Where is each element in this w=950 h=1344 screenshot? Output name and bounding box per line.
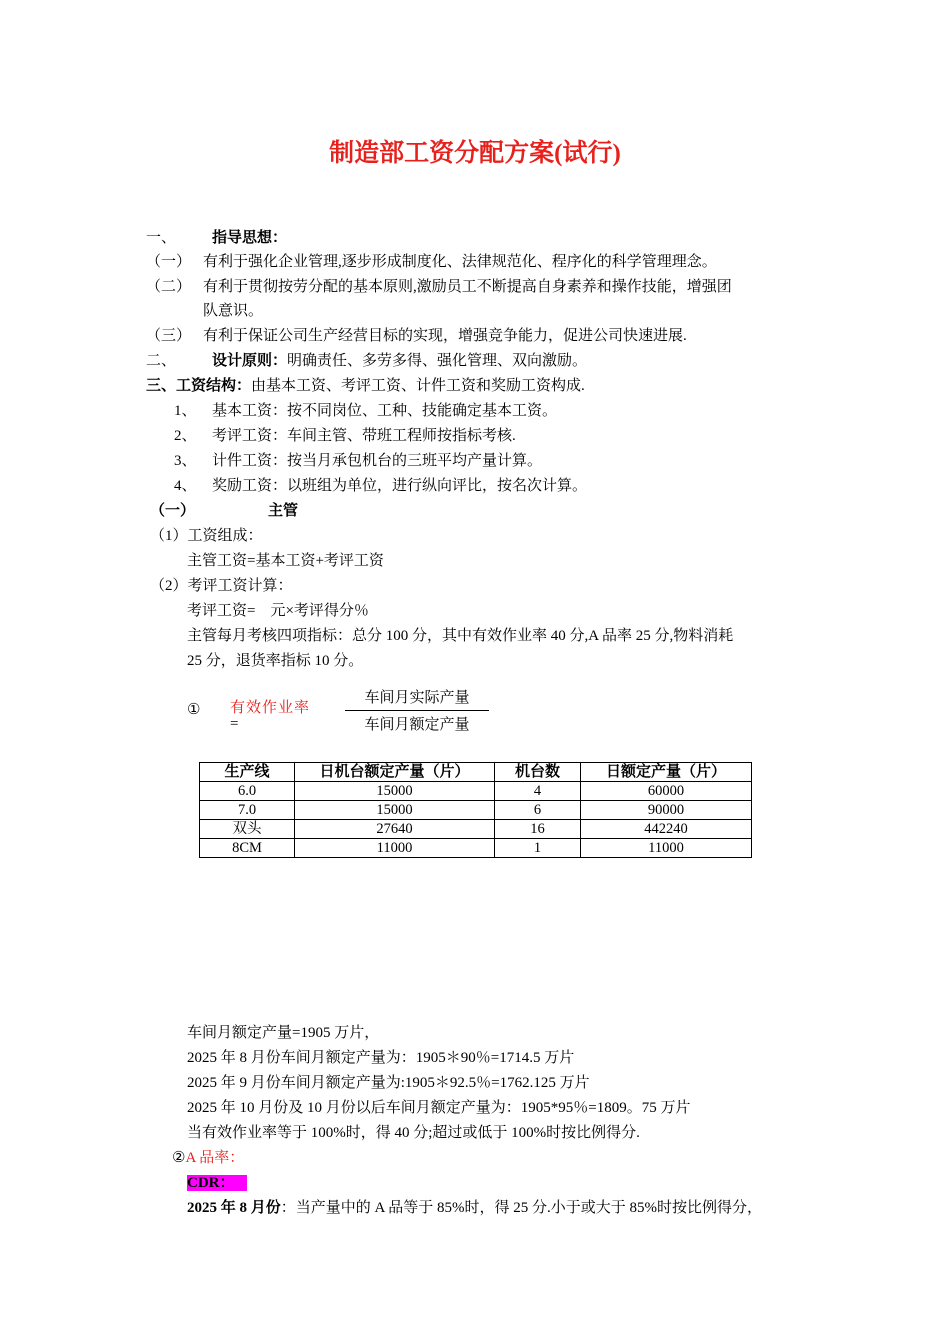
calc-line-2: 2025 年 8 月份车间月额定产量为：1905＊90％=1714.5 万片 bbox=[187, 1050, 575, 1066]
section-2-heading: 设计原则： bbox=[212, 353, 288, 369]
s1-item-2-number: （二） bbox=[146, 279, 192, 295]
section-2-text: 明确责任、多劳多得、强化管理、双向激励。 bbox=[287, 353, 588, 369]
formula-2-label: A 品率： bbox=[185, 1150, 245, 1166]
table-row bbox=[200, 782, 752, 801]
section-2-number: 二、 bbox=[146, 353, 177, 369]
formula-1-numerator: 车间月实际产量 bbox=[345, 686, 489, 711]
formula-1-denominator: 车间月额定产量 bbox=[364, 717, 470, 733]
table-row bbox=[200, 839, 752, 858]
table-row bbox=[200, 801, 752, 820]
section-2-block bbox=[212, 351, 587, 371]
s3-item-4-text: 奖励工资：以班组为单位，进行纵向评比，按名次计算。 bbox=[212, 478, 588, 494]
calc-line-1: 车间月额定产量=1905 万片， bbox=[187, 1025, 380, 1041]
s3-item-1-text: 基本工资：按不同岗位、工种、技能确定基本工资。 bbox=[212, 403, 558, 419]
formula-2-marker: ② bbox=[172, 1150, 186, 1166]
table-header-row bbox=[200, 763, 752, 782]
production-table bbox=[199, 762, 752, 858]
formula-2-block bbox=[172, 1148, 244, 1168]
section-3-text: 由基本工资、考评工资、计件工资和奖励工资构成. bbox=[251, 378, 585, 394]
s3-item-3-number: 3、 bbox=[174, 453, 197, 469]
last-line bbox=[187, 1198, 762, 1218]
s1-item-2-continuation: 队意识。 bbox=[203, 303, 264, 319]
table-cell: 8CM bbox=[200, 839, 295, 858]
table-cell: 6.0 bbox=[200, 782, 295, 801]
s3-item-2-number: 2、 bbox=[174, 428, 197, 444]
formula-1-label: 有效作业率 bbox=[230, 700, 311, 716]
table-cell: 60000 bbox=[581, 782, 752, 801]
page-title: 制造部工资分配方案(试行) bbox=[329, 140, 621, 167]
table-cell: 11000 bbox=[295, 839, 495, 858]
supervisor-wage-formula: 主管工资=基本工资+考评工资 bbox=[187, 553, 384, 569]
evaluation-wage-formula: 考评工资= 元×考评得分％ bbox=[187, 603, 369, 619]
s3-item-2-text: 考评工资：车间主管、带班工程师按指标考核. bbox=[212, 428, 516, 444]
table-header-cell: 日额定产量（片） bbox=[581, 763, 752, 782]
section-1-heading: 指导思想： bbox=[212, 230, 288, 246]
s1-item-3-text: 有利于保证公司生产经营目标的实现，增强竞争能力，促进公司快速进展. bbox=[203, 328, 687, 344]
s1-item-3-number: （三） bbox=[146, 328, 192, 344]
table-cell: 7.0 bbox=[200, 801, 295, 820]
cdr-label: CDR： bbox=[187, 1175, 247, 1191]
table-cell: 442240 bbox=[581, 820, 752, 839]
table-cell: 6 bbox=[495, 801, 581, 820]
table-cell: 4 bbox=[495, 782, 581, 801]
formula-1-equals: = bbox=[230, 716, 239, 732]
s1-item-2-text: 有利于贯彻按劳分配的基本原则,激励员工不断提高自身素养和操作技能，增强团 bbox=[203, 279, 732, 295]
table-cell: 15000 bbox=[295, 782, 495, 801]
last-line-date: 2025 年 8 月份 bbox=[187, 1200, 281, 1216]
s3-item-1-number: 1、 bbox=[174, 403, 197, 419]
calc-line-5: 当有效作业率等于 100%时，得 40 分;超过或低于 100%时按比例得分. bbox=[187, 1125, 640, 1141]
table-cell: 15000 bbox=[295, 801, 495, 820]
last-line-text: ：当产量中的 A 品等于 85%时，得 25 分.小于或大于 85%时按比例得分， bbox=[280, 1200, 763, 1216]
s3-item-4-number: 4、 bbox=[174, 478, 197, 494]
evaluation-wage-label: （2）考评工资计算： bbox=[150, 578, 293, 594]
supervisor-indicators-line-1: 主管每月考核四项指标：总分 100 分，其中有效作业率 40 分,A 品率 25 分,物料消耗 bbox=[187, 628, 734, 644]
table-row bbox=[200, 820, 752, 839]
cdr-label-wrap bbox=[187, 1173, 247, 1193]
subsection-1-heading: 主管 bbox=[268, 503, 299, 519]
supervisor-indicators-line-2: 25 分，退货率指标 10 分。 bbox=[187, 653, 364, 669]
table-cell: 27640 bbox=[295, 820, 495, 839]
wage-composition-label: （1）工资组成： bbox=[150, 528, 263, 544]
table-cell: 11000 bbox=[581, 839, 752, 858]
s1-item-1-number: （一） bbox=[146, 254, 192, 270]
formula-1-fraction bbox=[345, 686, 489, 734]
subsection-1-number: （一） bbox=[150, 503, 196, 519]
section-1-number: 一、 bbox=[146, 230, 177, 246]
calc-line-3: 2025 年 9 月份车间月额定产量为:1905＊92.5％=1762.125 万片 bbox=[187, 1075, 590, 1091]
s3-item-3-text: 计件工资：按当月承包机台的三班平均产量计算。 bbox=[212, 453, 543, 469]
formula-1-marker: ① bbox=[187, 702, 201, 718]
s1-item-1-text: 有利于强化企业管理,逐步形成制度化、法律规范化、程序化的科学管理理念。 bbox=[203, 254, 717, 270]
table-cell: 16 bbox=[495, 820, 581, 839]
table-header-cell: 生产线 bbox=[200, 763, 295, 782]
table-cell: 双头 bbox=[200, 820, 295, 839]
calc-line-4: 2025 年 10 月份及 10 月份以后车间月额定产量为：1905*95％=1809。75 万片 bbox=[187, 1100, 691, 1116]
table-cell: 90000 bbox=[581, 801, 752, 820]
table-header-cell: 机台数 bbox=[495, 763, 581, 782]
section-3-heading: 三、工资结构： bbox=[146, 378, 252, 394]
table-header-cell: 日机台额定产量（片） bbox=[295, 763, 495, 782]
table-cell: 1 bbox=[495, 839, 581, 858]
section-3-block bbox=[146, 376, 585, 396]
